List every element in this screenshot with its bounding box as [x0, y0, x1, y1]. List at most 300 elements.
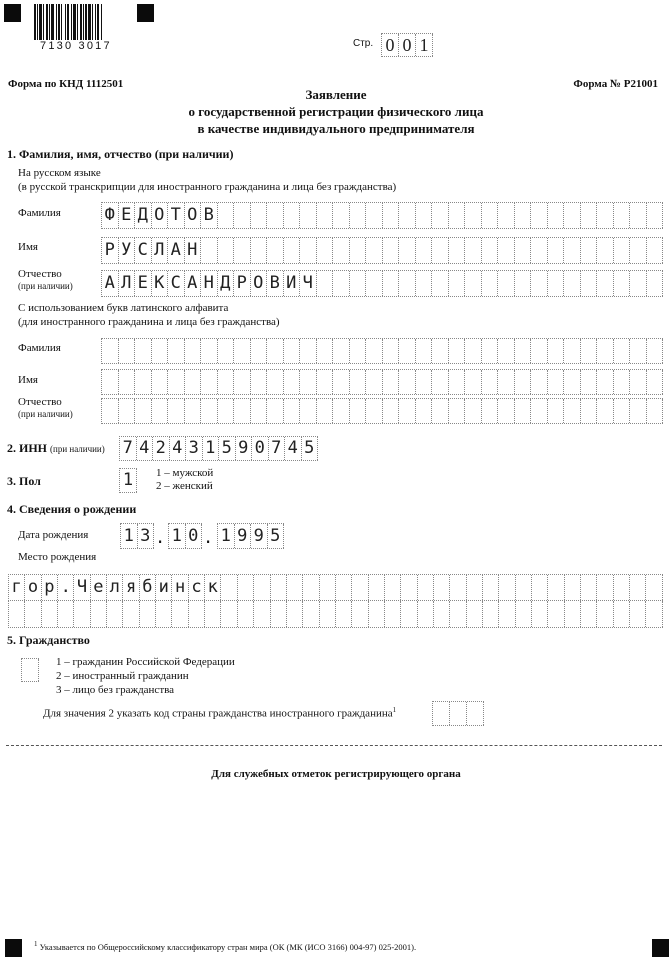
char-cell: 9: [235, 524, 252, 548]
inn-label-wrap: [7, 441, 105, 456]
alignment-marker-top-left: [4, 4, 21, 22]
char-cell: [465, 271, 482, 296]
char-cell: [564, 339, 581, 363]
char-cell: [366, 339, 383, 363]
char-cell: к: [205, 575, 221, 600]
birth-place-label: Место рождения: [18, 551, 97, 563]
char-cell: [516, 575, 532, 600]
char-cell: [564, 238, 581, 263]
birth-year-field[interactable]: [217, 523, 284, 549]
char-cell: [597, 271, 614, 296]
char-cell: Ф: [102, 203, 119, 228]
char-cell: [482, 238, 499, 263]
char-cell: [317, 399, 334, 423]
latin-name-label: Имя: [18, 374, 38, 386]
char-cell: А: [102, 271, 119, 296]
char-cell: [434, 601, 450, 627]
char-cell: [350, 370, 367, 394]
char-cell: [267, 370, 284, 394]
section-5-heading: 5. Гражданство: [7, 633, 90, 647]
char-cell: 0: [399, 34, 416, 56]
char-cell: [119, 339, 136, 363]
char-cell: [267, 399, 284, 423]
date-separator: .: [155, 528, 166, 548]
char-cell: Ч: [300, 271, 317, 296]
char-cell: 7: [120, 437, 137, 460]
char-cell: [119, 399, 136, 423]
citizenship-field[interactable]: [21, 658, 39, 682]
char-cell: [399, 339, 416, 363]
char-cell: [531, 399, 548, 423]
birth-place-field-line-1[interactable]: [8, 574, 663, 601]
char-cell: А: [168, 238, 185, 263]
char-cell: [630, 339, 647, 363]
latin-subheading-note: (для иностранного гражданина и лица без гражданства): [18, 316, 280, 328]
char-cell: 4: [137, 437, 154, 460]
form-number: Форма № Р21001: [573, 78, 658, 90]
form-knd-code: Форма по КНД 1112501: [8, 78, 124, 90]
char-cell: [565, 575, 581, 600]
footnote-mark: 1: [392, 706, 397, 714]
char-cell: [238, 601, 254, 627]
russian-subheading: На русском языке: [18, 167, 101, 179]
char-cell: [168, 370, 185, 394]
char-cell: [218, 399, 235, 423]
date-separator: .: [203, 528, 214, 548]
char-cell: [123, 601, 139, 627]
char-cell: [300, 370, 317, 394]
char-cell: Л: [119, 271, 136, 296]
char-cell: [399, 238, 416, 263]
char-cell: [483, 575, 499, 600]
char-cell: 3: [186, 437, 203, 460]
char-cell: [581, 399, 598, 423]
char-cell: [597, 339, 614, 363]
birth-date-label: Дата рождения: [18, 529, 89, 541]
char-cell: [185, 370, 202, 394]
page-number-field[interactable]: [381, 33, 433, 57]
inn-label: 2. ИНН: [7, 441, 48, 455]
char-cell: [401, 601, 417, 627]
char-cell: [498, 339, 515, 363]
char-cell: [449, 271, 466, 296]
char-cell: р: [42, 575, 58, 600]
char-cell: [352, 601, 368, 627]
char-cell: [333, 238, 350, 263]
char-cell: [218, 238, 235, 263]
char-cell: [267, 238, 284, 263]
char-cell: [597, 601, 613, 627]
char-cell: [432, 370, 449, 394]
char-cell: [350, 339, 367, 363]
char-cell: [9, 601, 25, 627]
char-cell: [399, 370, 416, 394]
footnote-number: 1: [34, 940, 38, 948]
char-cell: [303, 601, 319, 627]
title-line: Заявление: [305, 87, 367, 102]
footnote-text: Указывается по Общероссийскому классификатору стран мира (ОК (МК (ИСО 3166) 004-97) 025-2001).: [39, 941, 417, 952]
char-cell: [201, 370, 218, 394]
char-cell: [432, 339, 449, 363]
char-cell: [333, 203, 350, 228]
char-cell: [234, 238, 251, 263]
char-cell: 1: [218, 524, 235, 548]
char-cell: [646, 601, 662, 627]
char-cell: [238, 575, 254, 600]
char-cell: [416, 238, 433, 263]
char-cell: [366, 238, 383, 263]
char-cell: Т: [168, 203, 185, 228]
char-cell: [383, 238, 400, 263]
char-cell: [499, 601, 515, 627]
char-cell: [135, 370, 152, 394]
patronymic-field[interactable]: [101, 270, 663, 297]
char-cell: [152, 370, 169, 394]
char-cell: 0: [382, 34, 399, 56]
page-label: Стр.: [353, 38, 374, 49]
char-cell: [189, 601, 205, 627]
char-cell: [300, 399, 317, 423]
char-cell: с: [189, 575, 205, 600]
char-cell: [532, 575, 548, 600]
char-cell: [564, 203, 581, 228]
char-cell: [383, 203, 400, 228]
char-cell: [416, 399, 433, 423]
char-cell: [333, 271, 350, 296]
char-cell: л: [107, 575, 123, 600]
char-cell: [647, 399, 664, 423]
char-cell: О: [152, 203, 169, 228]
char-cell: С: [168, 271, 185, 296]
gender-option-male: 1 – мужской: [156, 467, 214, 479]
country-code-label: Для значения 2 указать код страны гражданства иностранного гражданина: [43, 707, 393, 720]
char-cell: [234, 370, 251, 394]
char-cell: [433, 702, 450, 725]
char-cell: [254, 575, 270, 600]
char-cell: 3: [138, 524, 155, 548]
char-cell: [614, 271, 631, 296]
char-cell: [399, 203, 416, 228]
char-cell: [22, 659, 39, 681]
char-cell: [450, 575, 466, 600]
char-cell: [135, 339, 152, 363]
char-cell: 1: [169, 524, 186, 548]
char-cell: 0: [252, 437, 269, 460]
char-cell: [531, 339, 548, 363]
char-cell: [465, 203, 482, 228]
char-cell: [185, 399, 202, 423]
char-cell: [42, 601, 58, 627]
char-cell: 1: [203, 437, 220, 460]
surname-field[interactable]: [101, 202, 663, 229]
char-cell: [597, 370, 614, 394]
char-cell: [156, 601, 172, 627]
char-cell: [482, 370, 499, 394]
latin-name-field[interactable]: [101, 369, 663, 395]
char-cell: [251, 238, 268, 263]
char-cell: [548, 238, 565, 263]
char-cell: [515, 399, 532, 423]
char-cell: [449, 238, 466, 263]
char-cell: О: [185, 203, 202, 228]
char-cell: [366, 271, 383, 296]
char-cell: [548, 203, 565, 228]
char-cell: [597, 399, 614, 423]
char-cell: [352, 575, 368, 600]
latin-surname-label: Фамилия: [18, 342, 61, 354]
char-cell: [548, 271, 565, 296]
birth-place-field-line-2[interactable]: [8, 601, 663, 628]
char-cell: [102, 399, 119, 423]
char-cell: [185, 339, 202, 363]
char-cell: [399, 271, 416, 296]
char-cell: [320, 575, 336, 600]
char-cell: 5: [302, 437, 319, 460]
char-cell: [350, 271, 367, 296]
name-field[interactable]: [101, 237, 663, 264]
char-cell: [482, 339, 499, 363]
char-cell: [432, 399, 449, 423]
surname-label: Фамилия: [18, 207, 61, 219]
char-cell: [300, 203, 317, 228]
char-cell: [369, 601, 385, 627]
country-code-field[interactable]: [432, 701, 484, 726]
char-cell: [416, 339, 433, 363]
char-cell: [531, 238, 548, 263]
char-cell: [350, 399, 367, 423]
char-cell: [135, 399, 152, 423]
char-cell: У: [119, 238, 136, 263]
alignment-marker-bottom-right: [652, 939, 669, 957]
char-cell: [234, 203, 251, 228]
char-cell: [548, 370, 565, 394]
char-cell: [449, 399, 466, 423]
birth-day-field[interactable]: [120, 523, 154, 549]
char-cell: [401, 575, 417, 600]
char-cell: [251, 370, 268, 394]
char-cell: [465, 370, 482, 394]
char-cell: [221, 601, 237, 627]
latin-patronymic-field[interactable]: [101, 398, 663, 424]
char-cell: о: [25, 575, 41, 600]
char-cell: [465, 339, 482, 363]
char-cell: [467, 601, 483, 627]
char-cell: [432, 238, 449, 263]
char-cell: [630, 203, 647, 228]
char-cell: [630, 575, 646, 600]
char-cell: [383, 271, 400, 296]
char-cell: [498, 203, 515, 228]
char-cell: 5: [268, 524, 285, 548]
char-cell: [251, 399, 268, 423]
char-cell: [58, 601, 74, 627]
char-cell: [467, 575, 483, 600]
char-cell: [287, 575, 303, 600]
char-cell: [548, 575, 564, 600]
char-cell: [646, 575, 662, 600]
char-cell: [630, 370, 647, 394]
char-cell: [597, 575, 613, 600]
char-cell: И: [284, 271, 301, 296]
cut-line-divider: [6, 745, 662, 746]
latin-surname-field[interactable]: [101, 338, 663, 364]
char-cell: [467, 702, 484, 725]
alignment-marker-top-right: [137, 4, 154, 22]
char-cell: [432, 271, 449, 296]
char-cell: Е: [135, 271, 152, 296]
char-cell: и: [156, 575, 172, 600]
char-cell: 4: [285, 437, 302, 460]
char-cell: [548, 339, 565, 363]
char-cell: [102, 370, 119, 394]
section-4-heading: 4. Сведения о рождении: [7, 502, 137, 516]
char-cell: [647, 339, 664, 363]
char-cell: [284, 399, 301, 423]
char-cell: [515, 271, 532, 296]
char-cell: Ч: [74, 575, 90, 600]
char-cell: 7: [269, 437, 286, 460]
char-cell: А: [185, 271, 202, 296]
char-cell: [350, 203, 367, 228]
char-cell: г: [9, 575, 25, 600]
char-cell: [647, 203, 664, 228]
char-cell: [284, 238, 301, 263]
char-cell: [251, 203, 268, 228]
char-cell: В: [201, 203, 218, 228]
birth-month-field[interactable]: [168, 523, 202, 549]
char-cell: [303, 575, 319, 600]
char-cell: [531, 271, 548, 296]
char-cell: 1: [121, 524, 138, 548]
title-line: о государственной регистрации физического лица: [188, 104, 484, 119]
char-cell: [565, 601, 581, 627]
char-cell: [515, 238, 532, 263]
char-cell: [548, 601, 564, 627]
char-cell: [630, 271, 647, 296]
char-cell: [168, 399, 185, 423]
char-cell: [383, 399, 400, 423]
char-cell: [564, 271, 581, 296]
char-cell: [418, 575, 434, 600]
gender-field[interactable]: [119, 468, 137, 493]
char-cell: [614, 575, 630, 600]
char-cell: .: [58, 575, 74, 600]
char-cell: [366, 399, 383, 423]
char-cell: В: [267, 271, 284, 296]
char-cell: [581, 370, 598, 394]
char-cell: [482, 271, 499, 296]
char-cell: [449, 203, 466, 228]
char-cell: [271, 601, 287, 627]
char-cell: б: [140, 575, 156, 600]
char-cell: [317, 203, 334, 228]
char-cell: [647, 370, 664, 394]
char-cell: [450, 702, 467, 725]
char-cell: [614, 238, 631, 263]
char-cell: [119, 370, 136, 394]
inn-field[interactable]: [119, 436, 318, 461]
barcode-number: 7130 3017: [40, 40, 112, 52]
char-cell: Н: [185, 238, 202, 263]
char-cell: [152, 339, 169, 363]
char-cell: [548, 399, 565, 423]
char-cell: [498, 399, 515, 423]
char-cell: [317, 238, 334, 263]
char-cell: 1: [120, 469, 137, 492]
char-cell: С: [135, 238, 152, 263]
patronymic-label: Отчество: [18, 268, 62, 280]
char-cell: [267, 203, 284, 228]
char-cell: [205, 601, 221, 627]
barcode: [34, 4, 124, 40]
char-cell: Н: [201, 271, 218, 296]
char-cell: [416, 370, 433, 394]
char-cell: [498, 370, 515, 394]
char-cell: [317, 271, 334, 296]
char-cell: [416, 271, 433, 296]
char-cell: [383, 370, 400, 394]
char-cell: [498, 271, 515, 296]
char-cell: [465, 238, 482, 263]
char-cell: [630, 399, 647, 423]
char-cell: 1: [416, 34, 433, 56]
char-cell: [284, 370, 301, 394]
char-cell: [284, 203, 301, 228]
char-cell: [107, 601, 123, 627]
char-cell: [581, 238, 598, 263]
char-cell: Д: [135, 203, 152, 228]
gender-option-female: 2 – женский: [156, 480, 213, 492]
char-cell: [369, 575, 385, 600]
char-cell: [91, 601, 107, 627]
char-cell: [614, 601, 630, 627]
alignment-marker-bottom-left: [5, 939, 22, 957]
char-cell: [218, 203, 235, 228]
char-cell: Р: [234, 271, 251, 296]
footnote: [34, 940, 416, 952]
char-cell: [333, 370, 350, 394]
char-cell: 2: [153, 437, 170, 460]
char-cell: [74, 601, 90, 627]
char-cell: [416, 203, 433, 228]
char-cell: [366, 203, 383, 228]
title-line: в качестве индивидуального предпринимателя: [197, 121, 475, 136]
char-cell: [614, 399, 631, 423]
char-cell: [647, 271, 664, 296]
char-cell: [630, 601, 646, 627]
russian-subheading-note: (в русской транскрипции для иностранного гражданина и лица без гражданства): [18, 181, 397, 193]
char-cell: 5: [219, 437, 236, 460]
char-cell: [498, 238, 515, 263]
char-cell: К: [152, 271, 169, 296]
name-label: Имя: [18, 241, 38, 253]
char-cell: [399, 399, 416, 423]
char-cell: [102, 339, 119, 363]
char-cell: [564, 399, 581, 423]
country-code-label-wrap: [43, 706, 396, 720]
char-cell: 9: [236, 437, 253, 460]
char-cell: [366, 370, 383, 394]
char-cell: Е: [119, 203, 136, 228]
section-1-heading: 1. Фамилия, имя, отчество (при наличии): [7, 147, 234, 161]
char-cell: [201, 399, 218, 423]
char-cell: [201, 238, 218, 263]
char-cell: [418, 601, 434, 627]
char-cell: Р: [102, 238, 119, 263]
char-cell: [581, 575, 597, 600]
char-cell: [385, 575, 401, 600]
char-cell: [300, 238, 317, 263]
